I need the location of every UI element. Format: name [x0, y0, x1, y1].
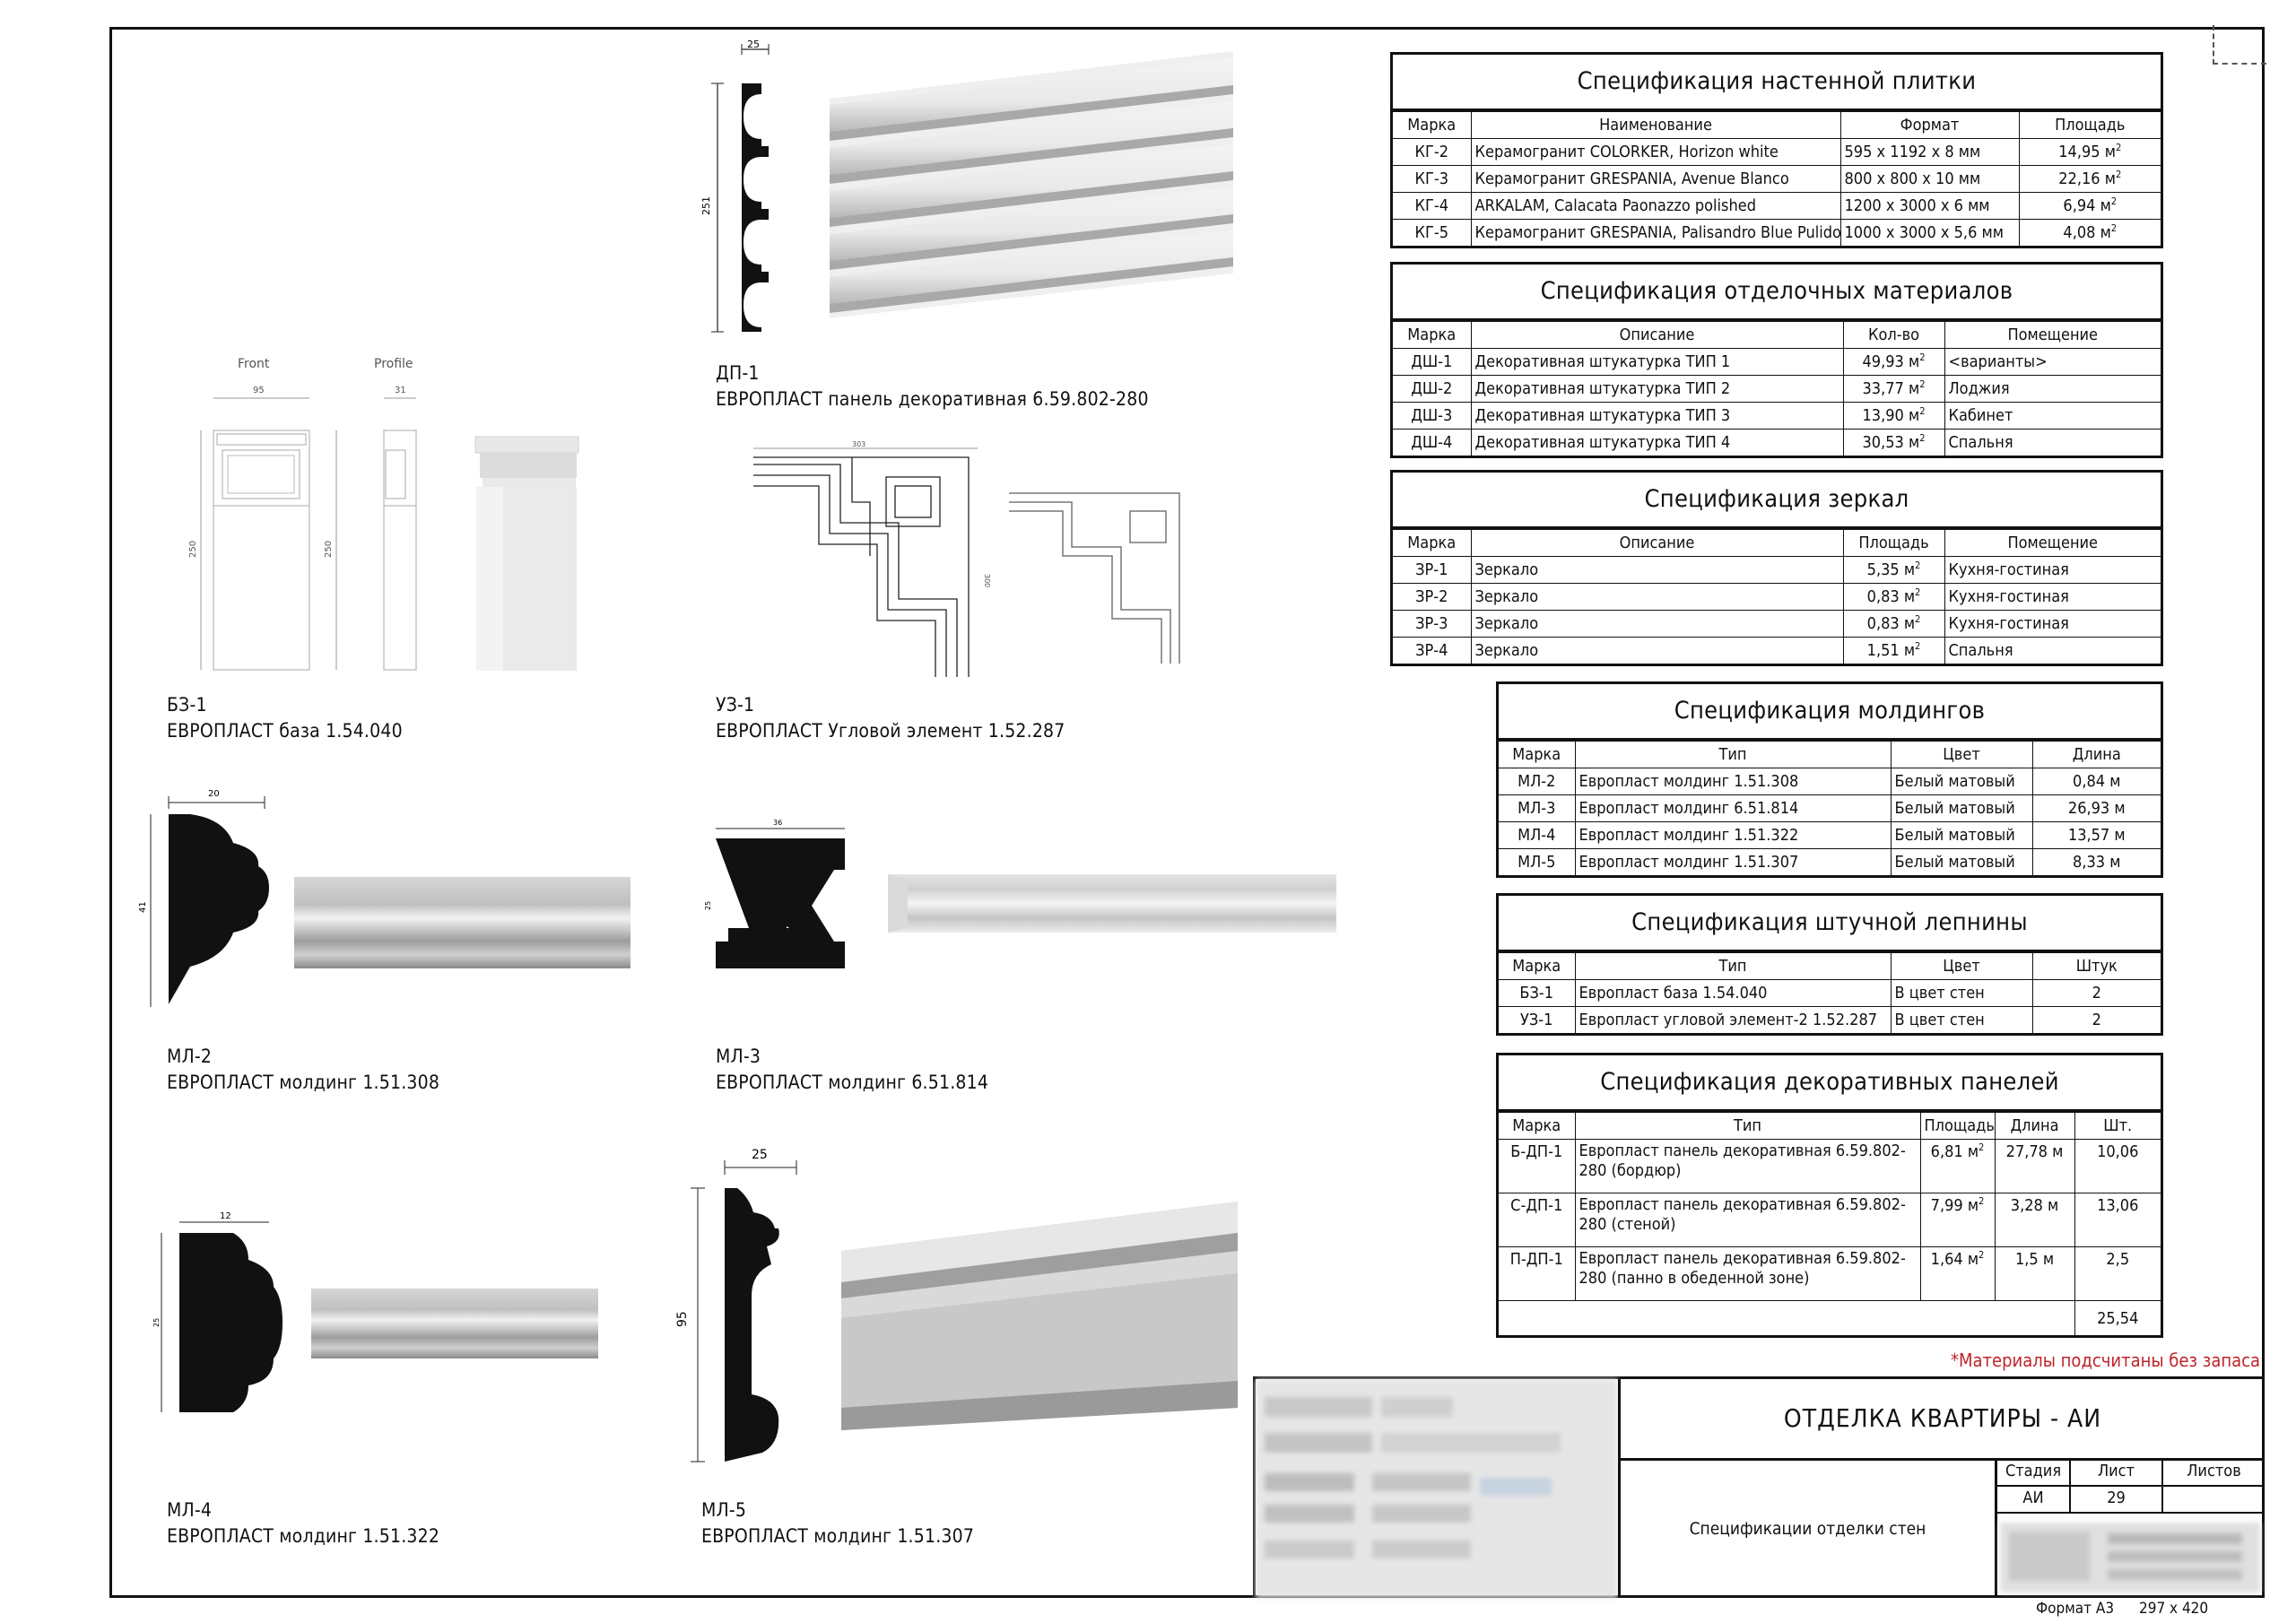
- panels-row: [1499, 1140, 2161, 1193]
- tiles-cell: 22,16 $м^2$: [2019, 166, 2161, 193]
- stucco-cell: Европласт база 1.54.040: [1575, 980, 1891, 1007]
- mirrors-title: Спецификация зеркал: [1393, 473, 2161, 529]
- mirrors-row: [1393, 557, 2161, 584]
- moldings-header-cell: Длина: [2032, 742, 2161, 768]
- finish-cell: Лоджия: [1944, 376, 2161, 403]
- materials-note: *Материалы подсчитаны без запаса: [1951, 1350, 2261, 1371]
- stucco-row: [1499, 1007, 2161, 1034]
- project-title: ОТДЕЛКА КВАРТИРЫ - АИ: [1783, 1403, 2102, 1433]
- blurred-signatures: [1256, 1379, 1618, 1598]
- mirrors-cell: Спальня: [1944, 638, 2161, 664]
- finish-cell: ДШ-1: [1393, 349, 1471, 376]
- tiles-spec: [1390, 52, 2163, 248]
- moldings-row: [1499, 849, 2161, 876]
- stucco-table: [1499, 952, 2161, 1033]
- moldings-cell: Европласт молдинг 1.51.307: [1575, 849, 1891, 876]
- ml2-dim-w: 20: [208, 789, 220, 799]
- bz1-dim-h2: 250: [324, 540, 334, 558]
- mirrors-header-cell: Помещение: [1944, 530, 2161, 557]
- finish-row: [1393, 403, 2161, 430]
- sheet-label: Лист: [2097, 1462, 2135, 1480]
- panels-cell: 1,64 $м^2$: [1920, 1247, 1995, 1301]
- finish-cell: 13,90 $м^2$: [1843, 403, 1944, 430]
- ml5-dim-h: 95: [675, 1311, 690, 1327]
- finish-cell: ДШ-2: [1393, 376, 1471, 403]
- tiles-cell: КГ-2: [1393, 139, 1471, 166]
- ml3-dim-w: 36: [773, 819, 783, 827]
- tiles-cell: 1000 х 3000 х 5,6 мм: [1840, 220, 2019, 247]
- moldings-header-cell: Тип: [1575, 742, 1891, 768]
- mirrors-cell: 0,83 $м^2$: [1843, 584, 1944, 611]
- stucco-header-cell: Штук: [2032, 953, 2161, 980]
- tiles-cell: КГ-3: [1393, 166, 1471, 193]
- panels-cell: 3,28 м: [1995, 1193, 2074, 1247]
- mirrors-table: [1393, 529, 2161, 664]
- bz1-front-label: Front: [238, 357, 270, 371]
- title-block: [1253, 1376, 2265, 1598]
- moldings-title: Спецификация молдингов: [1499, 684, 2161, 741]
- panels-header-cell: Тип: [1575, 1113, 1920, 1140]
- stucco-cell: В цвет стен: [1891, 1007, 2032, 1034]
- ml2-drawing: [135, 778, 637, 1011]
- panels-total-row: [1499, 1301, 2161, 1336]
- panels-cell: Европласт панель декоративная 6.59.802-280 (бордюр): [1575, 1140, 1920, 1193]
- mirrors-cell: 5,35 $м^2$: [1843, 557, 1944, 584]
- tiles-cell: 6,94 $м^2$: [2019, 193, 2161, 220]
- ml4-caption: [167, 1497, 439, 1549]
- moldings-cell: МЛ-4: [1499, 822, 1575, 849]
- stucco-cell: УЗ-1: [1499, 1007, 1575, 1034]
- panels-cell: 13,06: [2074, 1193, 2161, 1247]
- finish-cell: Декоративная штукатурка ТИП 3: [1471, 403, 1843, 430]
- panels-cell: 7,99 $м^2$: [1920, 1193, 1995, 1247]
- moldings-cell: Европласт молдинг 6.51.814: [1575, 795, 1891, 822]
- tiles-cell: 800 х 800 х 10 мм: [1840, 166, 2019, 193]
- panels-table: [1499, 1112, 2161, 1335]
- bz1-caption: [167, 692, 403, 744]
- stage-label: Стадия: [2005, 1462, 2062, 1480]
- stucco-spec: [1496, 893, 2163, 1036]
- ml4-code: МЛ-4: [167, 1499, 213, 1521]
- uz1-caption: [716, 692, 1065, 744]
- finish-header-cell: Помещение: [1944, 322, 2161, 349]
- finish-row: [1393, 376, 2161, 403]
- moldings-header-cell: Марка: [1499, 742, 1575, 768]
- ml5-dim-w: 25: [752, 1148, 768, 1162]
- panels-cell: 10,06: [2074, 1140, 2161, 1193]
- tiles-header-cell: Наименование: [1471, 112, 1840, 139]
- tiles-cell: КГ-5: [1393, 220, 1471, 247]
- tiles-row: [1393, 166, 2161, 193]
- mirrors-cell: 0,83 $м^2$: [1843, 611, 1944, 638]
- moldings-cell: МЛ-3: [1499, 795, 1575, 822]
- stucco-header-cell: Тип: [1575, 953, 1891, 980]
- ml4-name: ЕВРОПЛАСТ молдинг 1.51.322: [167, 1525, 440, 1547]
- moldings-cell: Белый матовый: [1891, 768, 2032, 795]
- ml3-code: МЛ-3: [716, 1046, 761, 1067]
- tiles-title: Спецификация настенной плитки: [1393, 55, 2161, 111]
- bz1-drawing: [179, 352, 592, 683]
- ml4-dim-w: 12: [220, 1211, 231, 1221]
- mirrors-cell: Кухня-гостиная: [1944, 611, 2161, 638]
- stucco-title: Спецификация штучной лепнины: [1499, 896, 2161, 952]
- finish-cell: 49,93 $м^2$: [1843, 349, 1944, 376]
- tiles-cell: 1200 х 3000 х 6 мм: [1840, 193, 2019, 220]
- finish-cell: 33,77 $м^2$: [1843, 376, 1944, 403]
- panels-header-cell: Длина: [1995, 1113, 2074, 1140]
- finish-row: [1393, 349, 2161, 376]
- mirrors-row: [1393, 638, 2161, 664]
- uz1-name: ЕВРОПЛАСТ Угловой элемент 1.52.287: [716, 720, 1065, 742]
- finish-cell: 30,53 $м^2$: [1843, 430, 1944, 456]
- finish-table: [1393, 321, 2161, 456]
- panels-header-cell: Марка: [1499, 1113, 1575, 1140]
- uz1-drawing: [744, 439, 1184, 681]
- stucco-cell: 2: [2032, 1007, 2161, 1034]
- finish-title: Спецификация отделочных материалов: [1393, 265, 2161, 321]
- panels-spec: [1496, 1053, 2163, 1338]
- bz1-code: БЗ-1: [167, 694, 207, 716]
- panels-row: [1499, 1247, 2161, 1301]
- moldings-cell: 13,57 м: [2032, 822, 2161, 849]
- ml2-code: МЛ-2: [167, 1046, 213, 1067]
- blurred-logo: [2000, 1523, 2260, 1593]
- finish-cell: Декоративная штукатурка ТИП 4: [1471, 430, 1843, 456]
- dp1-caption: [716, 360, 1149, 412]
- tiles-cell: Керамогранит GRESPANIA, Palisandro Blue Pulido: [1471, 220, 1840, 247]
- moldings-cell: Белый матовый: [1891, 795, 2032, 822]
- stucco-header-cell: Марка: [1499, 953, 1575, 980]
- ml3-name: ЕВРОПЛАСТ молдинг 6.51.814: [716, 1072, 989, 1093]
- bz1-dim-h: 250: [188, 540, 198, 558]
- mirrors-spec: [1390, 470, 2163, 666]
- panels-cell: 1,5 м: [1995, 1247, 2074, 1301]
- uz1-code: УЗ-1: [716, 694, 755, 716]
- finish-cell: Спальня: [1944, 430, 2161, 456]
- mirrors-row: [1393, 584, 2161, 611]
- finish-header-cell: Кол-во: [1843, 322, 1944, 349]
- tiles-table: [1393, 111, 2161, 246]
- tiles-cell: 595 х 1192 х 8 мм: [1840, 139, 2019, 166]
- panels-header-cell: Площадь: [1920, 1113, 1995, 1140]
- dp1-dim-h: 251: [700, 196, 712, 215]
- tiles-cell: Керамогранит COLORKER, Horizon white: [1471, 139, 1840, 166]
- tiles-cell: ARKALAM, Calacata Paonazzo polished: [1471, 193, 1840, 220]
- ml5-code: МЛ-5: [701, 1499, 747, 1521]
- panels-total: 25,54: [2074, 1301, 2161, 1336]
- tiles-row: [1393, 220, 2161, 247]
- panels-cell: 2,5: [2074, 1247, 2161, 1301]
- ml3-dim-h: 25: [704, 900, 712, 910]
- mirrors-cell: ЗР-3: [1393, 611, 1471, 638]
- uz1-dim-h: 300: [983, 574, 991, 588]
- tiles-cell: 14,95 $м^2$: [2019, 139, 2161, 166]
- mirrors-header-cell: Марка: [1393, 530, 1471, 557]
- dp1-code: ДП-1: [716, 362, 760, 384]
- mirrors-cell: Зеркало: [1471, 584, 1843, 611]
- finish-row: [1393, 430, 2161, 456]
- moldings-row: [1499, 768, 2161, 795]
- ml2-name: ЕВРОПЛАСТ молдинг 1.51.308: [167, 1072, 440, 1093]
- moldings-cell: Белый матовый: [1891, 822, 2032, 849]
- mirrors-cell: Зеркало: [1471, 638, 1843, 664]
- panels-title: Спецификация декоративных панелей: [1499, 1055, 2161, 1112]
- ml2-caption: [167, 1044, 439, 1096]
- mirrors-cell: Кухня-гостиная: [1944, 584, 2161, 611]
- finish-cell: ДШ-4: [1393, 430, 1471, 456]
- mirrors-cell: ЗР-4: [1393, 638, 1471, 664]
- moldings-cell: МЛ-5: [1499, 849, 1575, 876]
- finish-cell: Декоративная штукатурка ТИП 2: [1471, 376, 1843, 403]
- moldings-table: [1499, 741, 2161, 875]
- mirrors-cell: 1,51 $м^2$: [1843, 638, 1944, 664]
- stucco-cell: 2: [2032, 980, 2161, 1007]
- bz1-dim-w: 95: [253, 386, 265, 395]
- panels-cell: Европласт панель декоративная 6.59.802-280 (стеной): [1575, 1193, 1920, 1247]
- ml4-dim-h: 25: [152, 1317, 161, 1327]
- ml2-dim-h: 41: [138, 901, 148, 913]
- finish-cell: <варианты>: [1944, 349, 2161, 376]
- moldings-cell: Европласт молдинг 1.51.308: [1575, 768, 1891, 795]
- tiles-cell: Керамогранит GRESPANIA, Avenue Blanco: [1471, 166, 1840, 193]
- stage-value: АИ: [2022, 1488, 2044, 1507]
- tiles-cell: КГ-4: [1393, 193, 1471, 220]
- moldings-row: [1499, 795, 2161, 822]
- moldings-header-cell: Цвет: [1891, 742, 2032, 768]
- mirrors-cell: ЗР-2: [1393, 584, 1471, 611]
- tiles-row: [1393, 139, 2161, 166]
- tiles-cell: 4,08 $м^2$: [2019, 220, 2161, 247]
- panels-cell: П-ДП-1: [1499, 1247, 1575, 1301]
- panels-cell: С-ДП-1: [1499, 1193, 1575, 1247]
- bz1-dim-d: 31: [395, 386, 406, 395]
- finish-header-cell: Описание: [1471, 322, 1843, 349]
- corner-mark: [2213, 25, 2266, 65]
- finish-spec: [1390, 262, 2163, 458]
- finish-header-cell: Марка: [1393, 322, 1471, 349]
- mirrors-cell: ЗР-1: [1393, 557, 1471, 584]
- sheet-name: Спецификации отделки стен: [1689, 1519, 1926, 1539]
- mirrors-cell: Зеркало: [1471, 611, 1843, 638]
- dp1-name: ЕВРОПЛАСТ панель декоративная 6.59.802-280: [716, 388, 1149, 410]
- bz1-name: ЕВРОПЛАСТ база 1.54.040: [167, 720, 403, 742]
- format-size: 297 х 420: [2139, 1600, 2209, 1618]
- ml3-drawing: [700, 816, 1309, 986]
- mirrors-row: [1393, 611, 2161, 638]
- dp1-dim-w: 25: [747, 39, 760, 50]
- finish-cell: ДШ-3: [1393, 403, 1471, 430]
- stucco-cell: БЗ-1: [1499, 980, 1575, 1007]
- moldings-cell: Белый матовый: [1891, 849, 2032, 876]
- panels-row: [1499, 1193, 2161, 1247]
- mirrors-header-cell: Описание: [1471, 530, 1843, 557]
- ml5-name: ЕВРОПЛАСТ молдинг 1.51.307: [701, 1525, 975, 1547]
- stucco-header-cell: Цвет: [1891, 953, 2032, 980]
- format-label: Формат А3: [2036, 1600, 2115, 1618]
- moldings-cell: МЛ-2: [1499, 768, 1575, 795]
- bz1-profile-label: Profile: [374, 357, 413, 371]
- moldings-cell: 8,33 м: [2032, 849, 2161, 876]
- dp1-panel-render: [830, 49, 1233, 318]
- sheet-value: 29: [2107, 1488, 2126, 1507]
- ml5-caption: [701, 1497, 974, 1549]
- stucco-cell: Европласт угловой элемент-2 1.52.287: [1575, 1007, 1891, 1034]
- dp1-profile-drawing: [695, 40, 785, 336]
- ml3-caption: [716, 1044, 988, 1096]
- tiles-header-cell: Площадь: [2019, 112, 2161, 139]
- moldings-cell: 26,93 м: [2032, 795, 2161, 822]
- mirrors-header-cell: Площадь: [1843, 530, 1944, 557]
- panels-cell: 6,81 $м^2$: [1920, 1140, 1995, 1193]
- moldings-spec: [1496, 681, 2163, 878]
- panels-cell: Б-ДП-1: [1499, 1140, 1575, 1193]
- sheets-label: Листов: [2187, 1462, 2241, 1480]
- uz1-dim-w: 303: [852, 440, 866, 448]
- mirrors-cell: Зеркало: [1471, 557, 1843, 584]
- moldings-cell: Европласт молдинг 1.51.322: [1575, 822, 1891, 849]
- finish-cell: Кабинет: [1944, 403, 2161, 430]
- ml4-drawing: [148, 1206, 605, 1421]
- moldings-row: [1499, 822, 2161, 849]
- finish-cell: Декоративная штукатурка ТИП 1: [1471, 349, 1843, 376]
- mirrors-cell: Кухня-гостиная: [1944, 557, 2161, 584]
- tiles-header-cell: Формат: [1840, 112, 2019, 139]
- stucco-row: [1499, 980, 2161, 1007]
- panels-cell: 27,78 м: [1995, 1140, 2074, 1193]
- moldings-cell: 0,84 м: [2032, 768, 2161, 795]
- tiles-header-cell: Марка: [1393, 112, 1471, 139]
- stucco-cell: В цвет стен: [1891, 980, 2032, 1007]
- panels-cell: Европласт панель декоративная 6.59.802-280 (панно в обеденной зоне): [1575, 1247, 1920, 1301]
- ml5-drawing: [675, 1139, 1238, 1471]
- panels-header-cell: Шт.: [2074, 1113, 2161, 1140]
- tiles-row: [1393, 193, 2161, 220]
